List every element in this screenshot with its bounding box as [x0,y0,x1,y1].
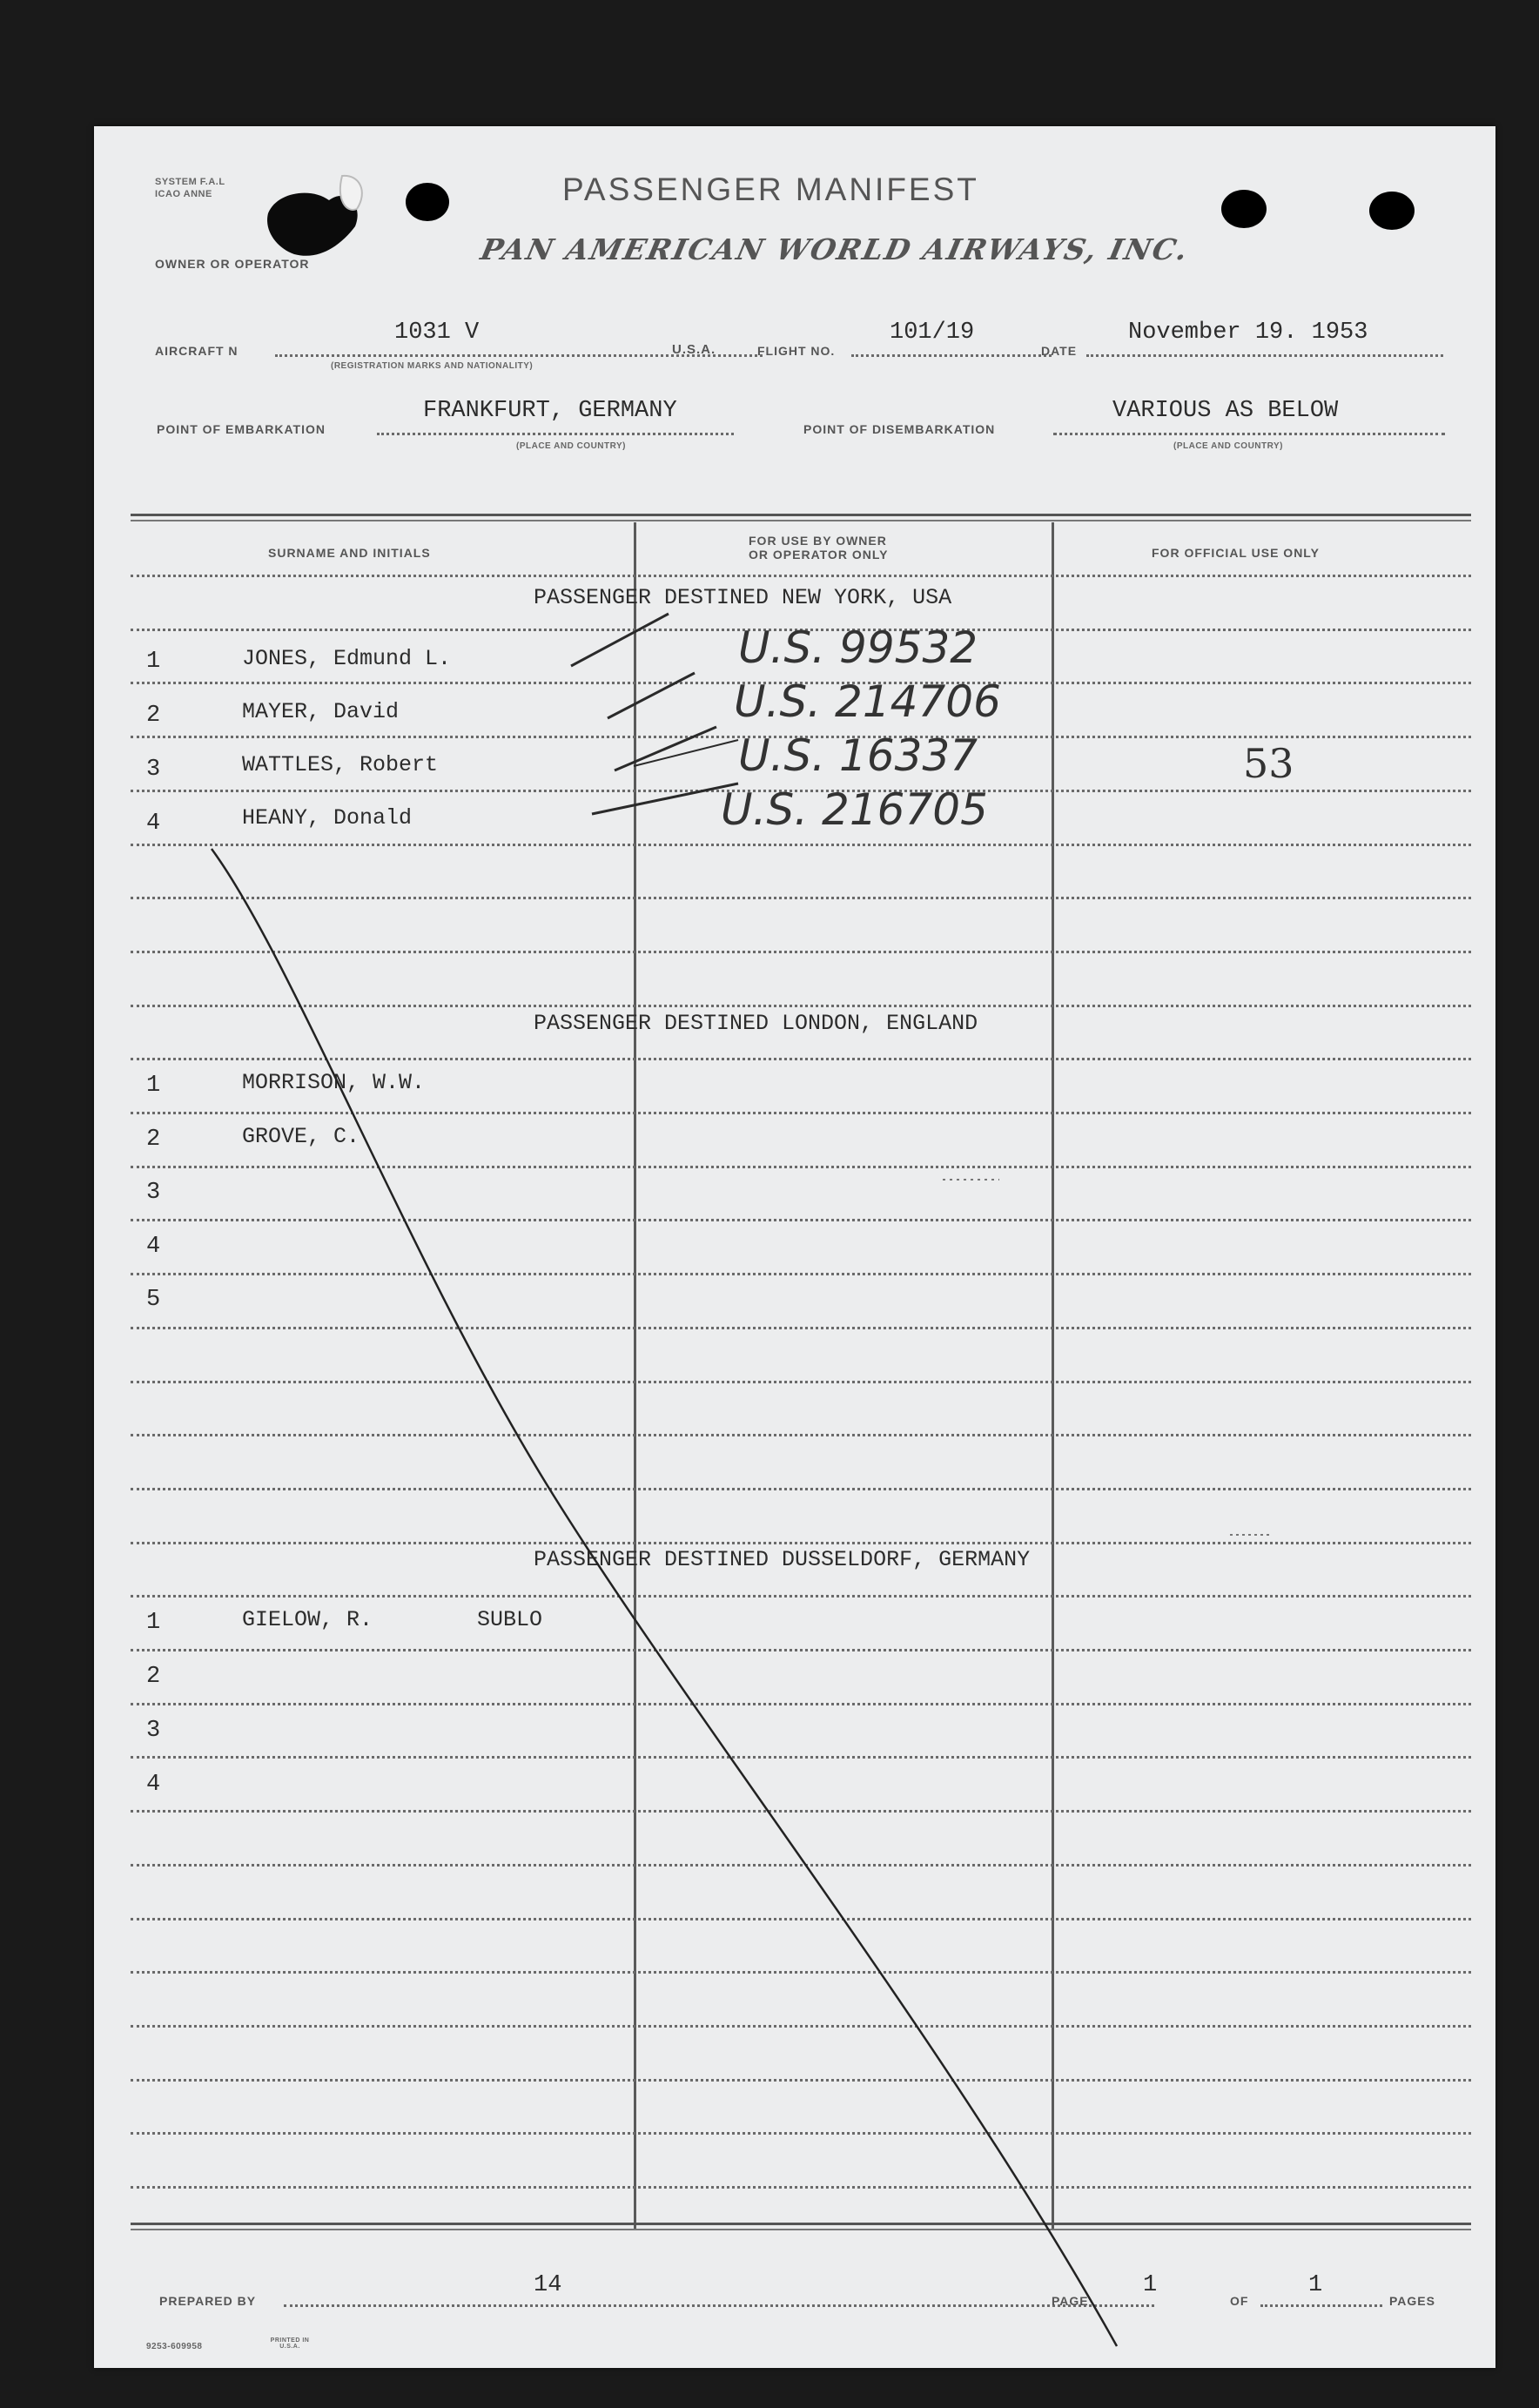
printed-stamp: PRINTED IN U.S.A. [270,2337,310,2350]
row-number: 3 [146,1180,161,1206]
disembarkation-label: POINT OF DISEMBARKATION [803,422,996,436]
section-heading-new-york: PASSENGER DESTINED NEW YORK, USA [534,585,952,610]
column-header-owner-use-1: FOR USE BY OWNER [749,534,887,548]
registration-note: (REGISTRATION MARKS AND NATIONALITY) [331,361,534,371]
row-number: 1 [146,1610,161,1636]
page-value: 1 [1143,2272,1158,2298]
date-label: DATE [1041,344,1078,358]
flight-no-label: FLIGHT NO. [757,344,836,358]
row-number: 1 [146,649,161,675]
handwritten-note: U.S. 214706 [734,676,1001,727]
of-label: OF [1230,2294,1249,2308]
manifest-sheet [94,126,1495,2368]
embarkation-note: (PLACE AND COUNTRY) [516,441,626,451]
prepared-by-value: 14 [534,2272,562,2298]
prepared-by-label: PREPARED BY [159,2294,257,2308]
passenger-name: WATTLES, Robert [242,752,439,777]
column-header-owner-use-2: OR OPERATOR ONLY [749,548,889,562]
of-value: 1 [1308,2272,1323,2298]
disembarkation-note: (PLACE AND COUNTRY) [1173,441,1283,451]
pen-strokes [94,126,1495,2368]
row-number: 2 [146,1127,161,1153]
passenger-name: GROVE, C. [242,1124,360,1149]
official-mark: 53 [1243,740,1294,787]
embarkation-label: POINT OF EMBARKATION [157,422,326,436]
row-number: 5 [146,1287,161,1313]
section-heading-london: PASSENGER DESTINED LONDON, ENGLAND [534,1011,978,1036]
airline-name: PAN AMERICAN WORLD AIRWAYS, INC. [477,232,1193,266]
row-number: 3 [146,1718,161,1744]
disembarkation-value: VARIOUS AS BELOW [1112,398,1339,424]
row-number: 2 [146,703,161,729]
date-value: November 19. 1953 [1128,319,1368,346]
column-header-surname: SURNAME AND INITIALS [268,546,431,560]
row-number: 4 [146,1234,161,1260]
passenger-name: GIELOW, R. [242,1607,373,1632]
row-number: 2 [146,1664,161,1690]
aircraft-value: 1031 V [394,319,480,346]
passenger-extra: SUBLO [477,1607,543,1632]
row-number: 1 [146,1073,161,1099]
passenger-name: JONES, Edmund L. [242,646,452,671]
usa-label: U.S.A. [672,342,716,357]
handwritten-note: U.S. 99532 [738,622,978,673]
flight-no-value: 101/19 [890,319,975,346]
owner-operator-label: OWNER OR OPERATOR [155,257,310,271]
row-number: 3 [146,757,161,783]
row-number: 4 [146,1772,161,1798]
form-code-line2: ICAO ANNE [155,189,212,199]
passenger-name: MAYER, David [242,699,400,724]
passenger-name: HEANY, Donald [242,805,413,831]
aircraft-label: AIRCRAFT N [155,344,239,358]
embarkation-value: FRANKFURT, GERMANY [423,398,677,424]
form-code-line1: SYSTEM F.A.L [155,177,225,187]
page-label: PAGE [1052,2294,1089,2308]
section-heading-dusseldorf: PASSENGER DESTINED DUSSELDORF, GERMANY [534,1547,1031,1572]
handwritten-note: U.S. 216705 [721,784,988,835]
row-number: 4 [146,811,161,837]
handwritten-note: U.S. 16337 [738,730,978,781]
pages-label: PAGES [1389,2294,1435,2308]
page-title: PASSENGER MANIFEST [562,172,979,207]
column-header-official: FOR OFFICIAL USE ONLY [1152,546,1320,560]
form-bottom-code: 9253-609958 [146,2342,203,2351]
passenger-name: MORRISON, W.W. [242,1070,426,1095]
